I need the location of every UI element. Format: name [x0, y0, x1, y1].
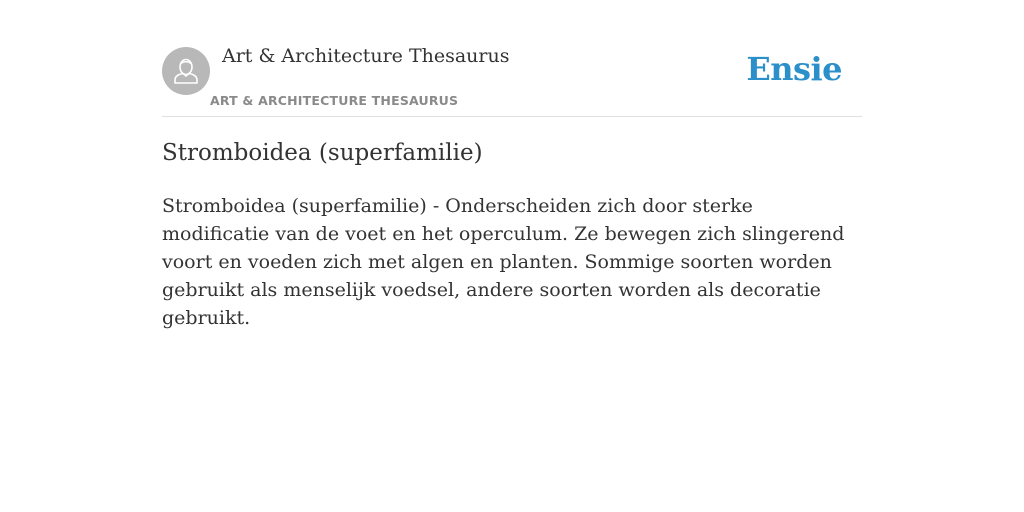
author-avatar[interactable]	[162, 47, 210, 95]
author-subtitle: ART & ARCHITECTURE THESAURUS	[210, 93, 459, 108]
brand-logo[interactable]: Ensie	[746, 50, 842, 88]
article-text: Stromboidea (superfamilie) - Onderscheiden zich door sterke modificatie van de voet en het operculum. Ze bewegen zich slingerend voort en voeden zich met algen en planten. Sommige soorten worden gebruikt als menselijk voedsel, andere soorten worden als decoratie gebruikt.	[162, 195, 845, 329]
user-icon	[162, 47, 210, 95]
header	[162, 0, 862, 117]
article-title: Stromboidea (superfamilie)	[162, 140, 483, 166]
author-name-link[interactable]: Art & Architecture Thesaurus	[222, 45, 510, 67]
